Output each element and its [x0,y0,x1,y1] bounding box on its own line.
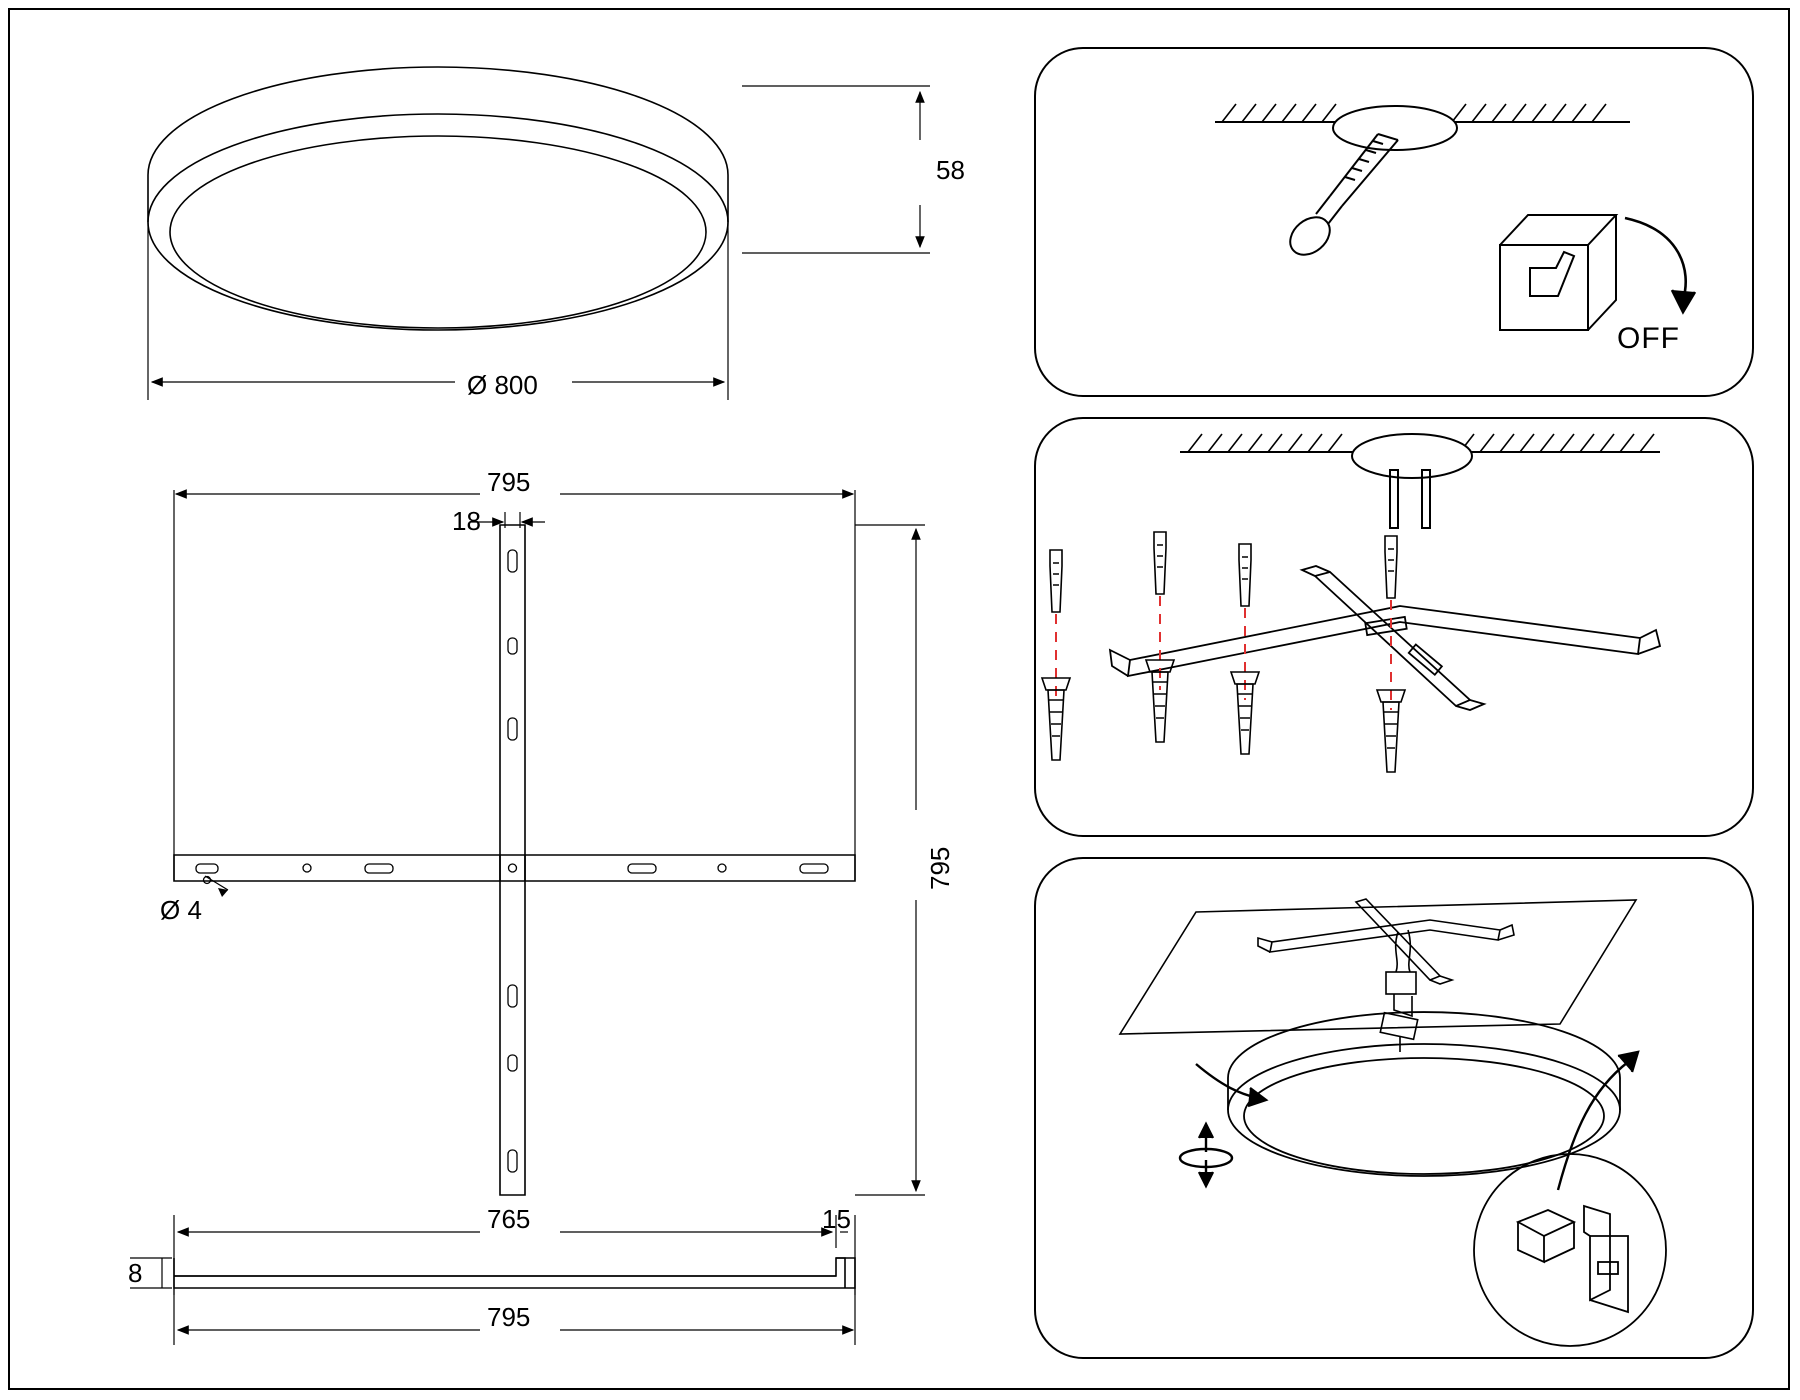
wall-switch-icon [1500,215,1616,330]
bracket-cross-outline [174,525,855,1195]
dim-795-right [855,525,925,1195]
bracket-side-profile [174,1258,855,1288]
detail-leader [1558,1052,1638,1190]
wall-plug-icon [1050,532,1397,612]
dim-label-bracket-width-bottom: 795 [487,1302,531,1332]
clip-detail-icon [1474,1154,1666,1346]
dim-label-bracket-width-top: 795 [487,467,531,497]
step-off-label: OFF [1617,322,1680,355]
dim-label-15: 15 [822,1204,851,1234]
bracket-slots-vertical [508,550,517,1172]
dim-label-diameter: Ø 800 [467,370,538,400]
curved-arrow-icon [1625,218,1695,312]
fixture-side-view [148,67,728,330]
dim-height-58 [742,86,930,253]
dim-label-765: 765 [487,1204,531,1234]
dim-795-top [174,490,855,880]
dim-label-8: 8 [128,1258,143,1288]
leader-hole-diameter [205,876,228,897]
screw-icon [1042,660,1405,772]
step-attach-fixture-panel [1035,858,1753,1358]
dim-label-18: 18 [452,506,481,536]
rotate-arrow-icon [1180,1064,1266,1186]
dim-label-hole-diameter: Ø 4 [160,895,202,925]
step-mount-bracket-panel [1035,418,1753,836]
dim-label-bracket-height-right: 795 [925,846,955,890]
key-icon [1283,134,1398,262]
dim-diameter-800 [148,222,728,400]
round-luminaire-icon [1228,1012,1620,1176]
dim-label-height: 58 [936,155,965,185]
cross-bracket-icon [1110,566,1660,710]
alignment-guides [1056,596,1391,710]
